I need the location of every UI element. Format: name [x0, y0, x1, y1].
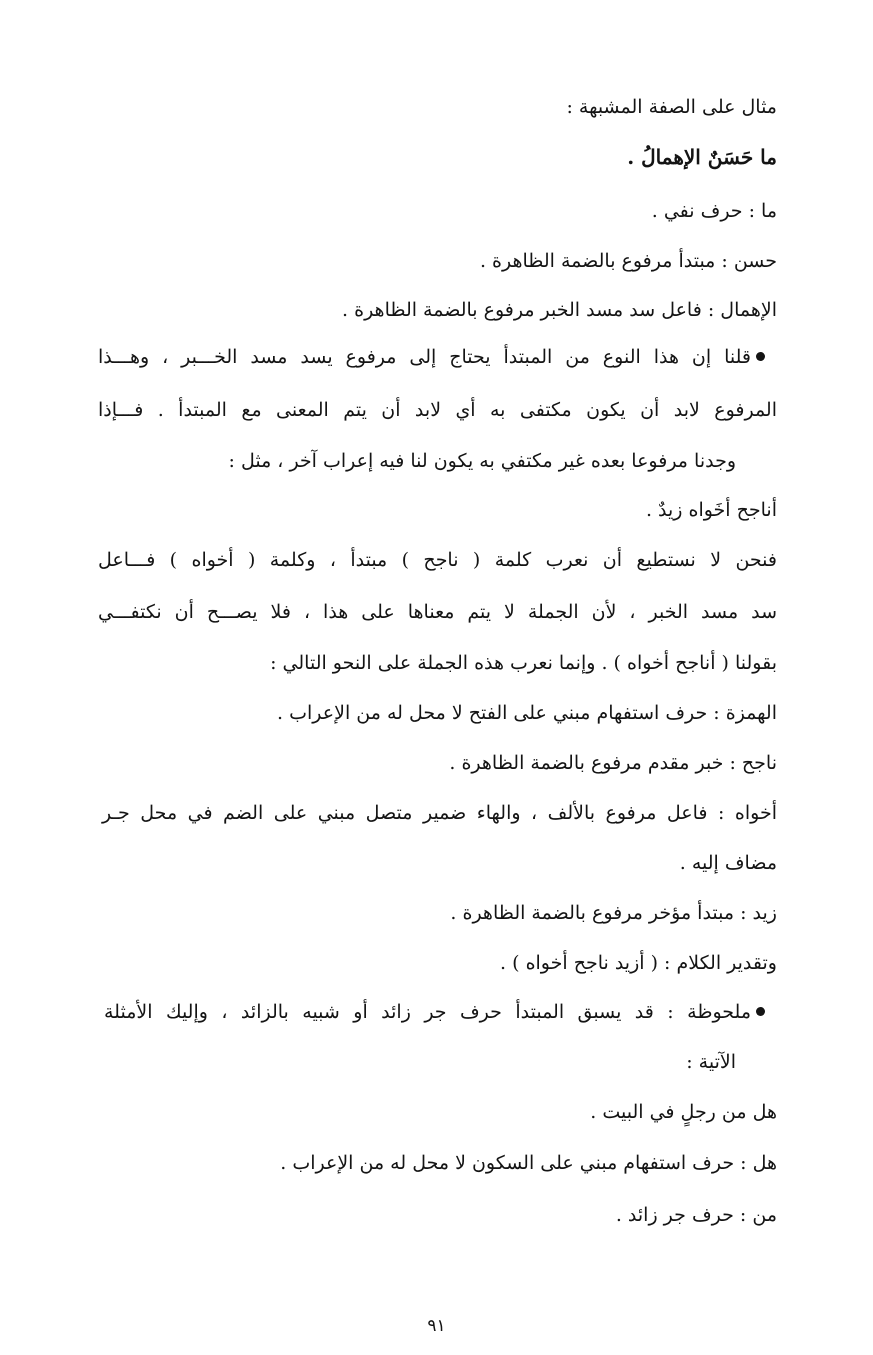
example-heading: مثال على الصفة المشبهة : [566, 96, 777, 118]
note-paragraph-line: المرفوع لابد أن يكون مكتفى به أي لابد أن يتم المعنى مع المبتدأ . فـــإذا [98, 399, 777, 421]
parse-line: من : حرف جر زائد . [615, 1204, 777, 1226]
parse-line: ناجح : خبر مقدم مرفوع بالضمة الظاهرة . [449, 752, 777, 774]
explanation-line: فنحن لا نستطيع أن نعرب كلمة ( ناجح ) مبتدأ ، وكلمة ( أخواه ) فـــاعل [98, 549, 777, 571]
example-sentence: ما حَسَنٌ الإهمالُ . [627, 145, 777, 169]
note-paragraph-line: وجدنا مرفوعا بعده غير مكتفي به يكون لنا فيه إعراب آخر ، مثل : [228, 450, 736, 472]
parse-line: ما : حرف نفي . [651, 200, 777, 222]
page-number: ٩١ [427, 1316, 446, 1336]
parse-line: زيد : مبتدأ مؤخر مرفوع بالضمة الظاهرة . [450, 902, 777, 924]
explanation-line: سد مسد الخبر ، لأن الجملة لا يتم معناها على هذا ، فلا يصـــح أن نكتفـــي [98, 601, 777, 623]
note-paragraph-line: قلنا إن هذا النوع من المبتدأ يحتاج إلى مرفوع يسد مسد الخـــبر ، وهـــذا [98, 346, 751, 368]
example-sentence: أناجح أخَواه زيدٌ . [645, 499, 777, 521]
parse-line: الهمزة : حرف استفهام مبني على الفتح لا محل له من الإعراب . [277, 702, 777, 724]
note-paragraph-line: الآتية : [686, 1051, 736, 1073]
bullet-icon [756, 352, 765, 361]
parse-line: أخواه : فاعل مرفوع بالألف ، والهاء ضمير متصل مبني على الضم في محل جـر [102, 802, 777, 824]
bullet-icon [756, 1007, 765, 1016]
explanation-line: بقولنا ( أناجح أخواه ) . وإنما نعرب هذه الجملة على النحو التالي : [270, 652, 777, 674]
parse-line: هل : حرف استفهام مبني على السكون لا محل له من الإعراب . [280, 1152, 777, 1174]
parse-line: الإهمال : فاعل سد مسد الخبر مرفوع بالضمة الظاهرة . [342, 299, 777, 321]
example-sentence: هل من رجلٍ في البيت . [590, 1101, 777, 1123]
note-paragraph-line: ملحوظة : قد يسبق المبتدأ حرف جر زائد أو شبيه بالزائد ، وإليك الأمثلة [104, 1001, 751, 1023]
parse-line: مضاف إليه . [679, 852, 777, 874]
parse-line: وتقدير الكلام : ( أزيد ناجح أخواه ) . [500, 952, 777, 974]
parse-line: حسن : مبتدأ مرفوع بالضمة الظاهرة . [479, 250, 777, 272]
